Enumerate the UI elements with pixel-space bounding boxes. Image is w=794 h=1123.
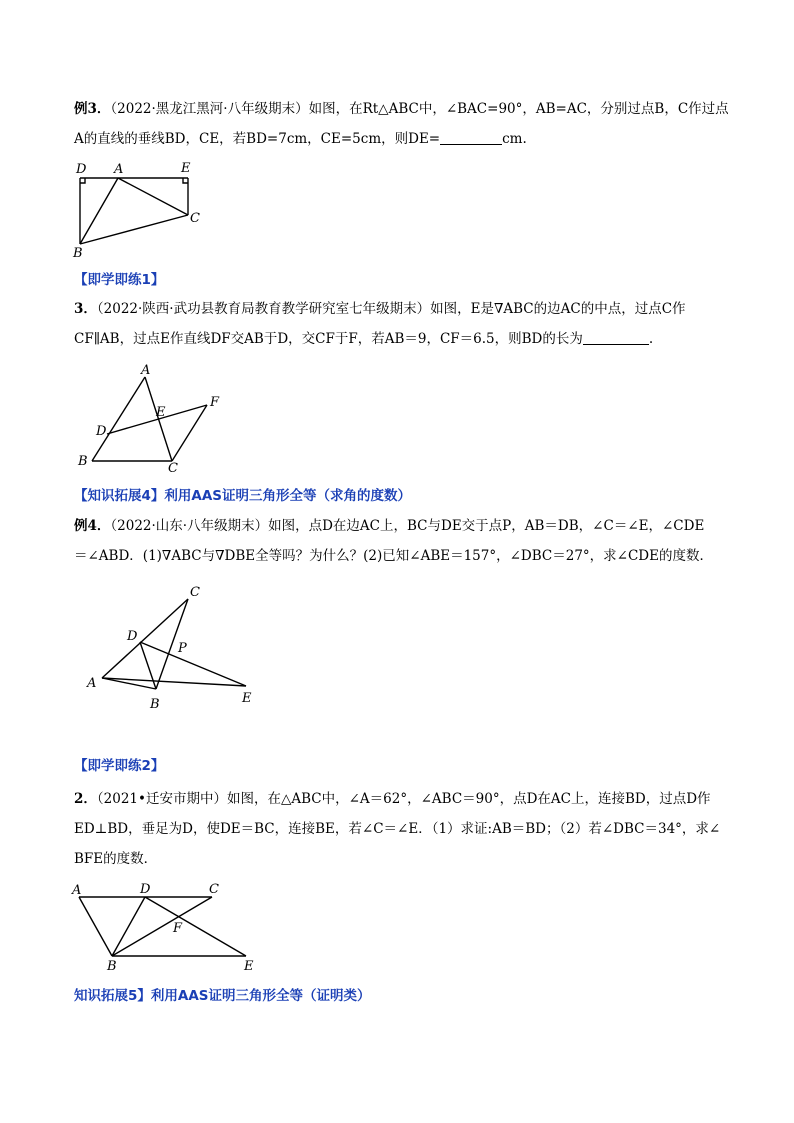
label-P: P bbox=[178, 641, 187, 656]
problem-3-line-2 bbox=[74, 324, 734, 354]
label-B: B bbox=[78, 454, 88, 469]
label-B: B bbox=[73, 246, 83, 261]
problem-3-number: 3． bbox=[74, 301, 97, 317]
example-4-figure bbox=[84, 580, 274, 712]
example-4-line-1 bbox=[74, 511, 734, 541]
label-C: C bbox=[168, 461, 178, 476]
label-D: D bbox=[76, 162, 87, 177]
label-E: E bbox=[244, 959, 254, 974]
practice-1-heading: 【即学即练1】 bbox=[74, 272, 165, 288]
extension-5-heading: 知识拓展5】利用AAS证明三角形全等（证明类） bbox=[74, 988, 371, 1004]
answer-blank[interactable] bbox=[440, 130, 502, 145]
example-3-line-2 bbox=[74, 124, 734, 154]
example-3-line-1 bbox=[74, 94, 734, 124]
answer-blank[interactable] bbox=[583, 330, 649, 345]
problem-3-stem-1: （2022·陕西·武功县教育局教育教学研究室七年级期末）如图，E是∇ABC的边AC的中点，过点C作 bbox=[96, 301, 686, 317]
problem-3-text bbox=[74, 294, 734, 354]
practice-2-heading: 【即学即练2】 bbox=[74, 758, 165, 774]
example-4-tag: 例4． bbox=[74, 518, 111, 534]
problem-3-figure bbox=[72, 362, 232, 476]
label-E: E bbox=[242, 691, 252, 706]
label-C: C bbox=[209, 882, 219, 897]
example-3-text bbox=[74, 94, 734, 154]
label-A: A bbox=[87, 676, 97, 691]
example-3-tag: 例3． bbox=[74, 101, 111, 117]
problem-3-period: . bbox=[648, 331, 654, 347]
problem-2-line-3: BFE的度数． bbox=[74, 851, 158, 867]
label-E: E bbox=[181, 161, 191, 176]
label-F: F bbox=[210, 395, 220, 410]
label-E: E bbox=[156, 405, 166, 420]
label-B: B bbox=[107, 959, 117, 974]
example-3-unit: cm. bbox=[502, 131, 527, 147]
problem-2-stem-1: （2021•迁安市期中）如图，在△ABC中，∠A＝62°，∠ABC＝90°，点D在AC上，连接BD，过点D作 bbox=[96, 791, 711, 807]
example-4-line-2: ＝∠ABD．(1)∇ABC与∇DBE全等吗？为什么？(2)已知∠ABE＝157°，∠DBC＝27°，求∠CDE的度数． bbox=[74, 548, 713, 564]
label-D: D bbox=[140, 882, 151, 897]
problem-2-figure bbox=[66, 876, 276, 976]
example-3-stem-1: （2022·黑龙江黑河·八年级期末）如图，在Rt△ABC中，∠BAC=90°，AB=AC，分别过点B，C作过点 bbox=[110, 101, 729, 117]
problem-2-number: 2． bbox=[74, 791, 97, 807]
label-A: A bbox=[141, 363, 151, 378]
example-3-figure bbox=[70, 158, 210, 262]
problem-3-line-1 bbox=[74, 294, 734, 324]
label-C: C bbox=[190, 585, 200, 600]
example-4-text bbox=[74, 511, 734, 571]
label-A: A bbox=[114, 162, 124, 177]
extension-4-heading: 【知识拓展4】利用AAS证明三角形全等（求角的度数） bbox=[74, 488, 412, 504]
label-C: C bbox=[190, 211, 200, 226]
label-D: D bbox=[127, 629, 138, 644]
label-D: D bbox=[96, 424, 107, 439]
problem-2-line-1 bbox=[74, 784, 734, 814]
problem-2-text bbox=[74, 784, 734, 874]
label-F: F bbox=[173, 921, 183, 936]
label-A: A bbox=[72, 883, 82, 898]
problem-3-stem-2: CF∥AB，过点E作直线DF交AB于D，交CF于F，若AB＝9，CF＝6.5，则BD的长为 bbox=[74, 331, 583, 347]
problem-2-line-2: ED⊥BD，垂足为D，使DE＝BC，连接BE，若∠C＝∠E．（1）求证:AB＝BD；（2）若∠DBC＝34°，求∠ bbox=[74, 821, 721, 837]
example-3-stem-2: A的直线的垂线BD，CE，若BD=7cm，CE=5cm，则DE= bbox=[74, 131, 441, 147]
label-B: B bbox=[150, 697, 160, 712]
example-4-stem-1: （2022·山东·八年级期末）如图，点D在边AC上，BC与DE交于点P，AB＝DB，∠C＝∠E，∠CDE bbox=[110, 518, 705, 534]
